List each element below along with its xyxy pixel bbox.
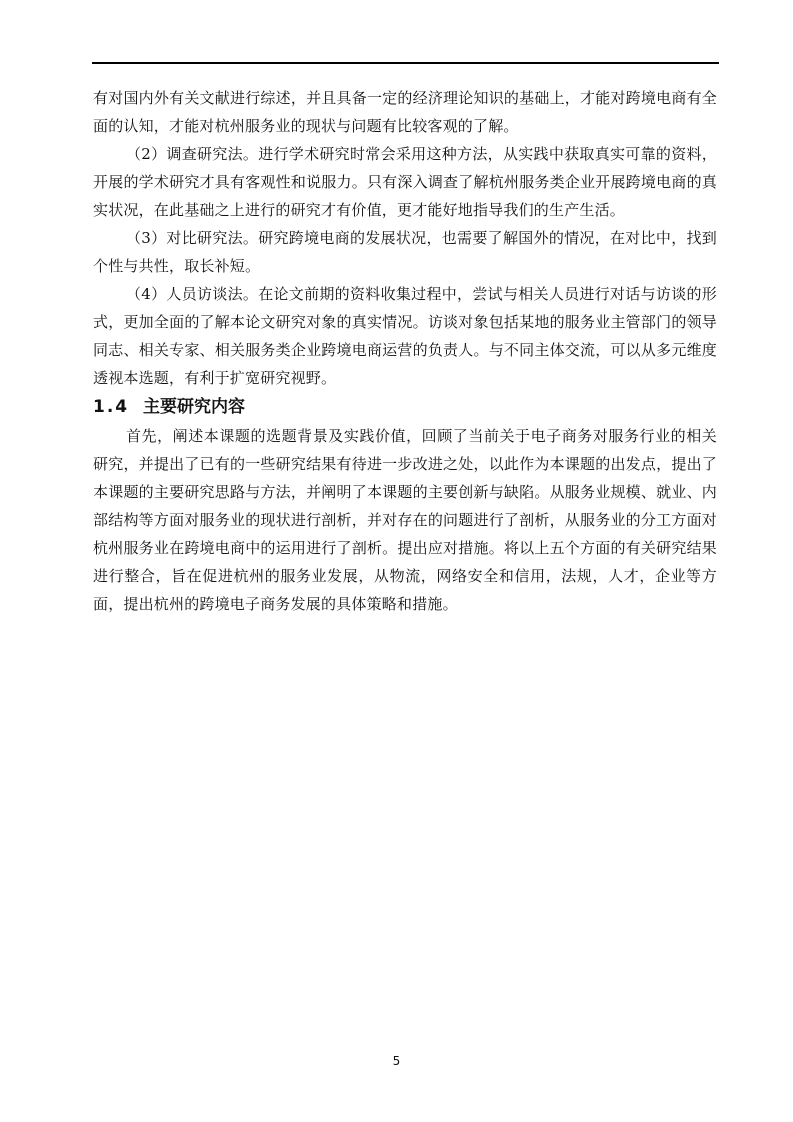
- page-body: [93, 84, 717, 618]
- body-paragraph-comparison-method: （3）对比研究法。研究跨境电商的发展状况，也需要了解国外的情况，在对比中，找到个性与共性，取长补短。: [93, 229, 717, 275]
- header-rule: [92, 62, 719, 64]
- body-paragraph-interview-method: （4）人员访谈法。在论文前期的资料收集过程中，尝试与相关人员进行对话与访谈的形式，更加全面的了解本论文研究对象的真实情况。访谈对象包括某地的服务业主管部门的领导同志、相关专家、相关服务类企业跨境电商运营的负责人。与不同主体交流，可以从多元维度透视本选题，有利于扩宽研究视野。: [93, 285, 717, 387]
- section-heading: [93, 392, 717, 422]
- section-title-text: 主要研究内容: [143, 397, 245, 417]
- body-paragraph-continuation: 有对国内外有关文献进行综述，并且具备一定的经济理论知识的基础上，才能对跨境电商有全面的认知，才能对杭州服务业的现状与问题有比较客观的了解。: [93, 89, 717, 135]
- body-paragraph-main-content: 首先，阐述本课题的选题背景及实践价值，回顾了当前关于电子商务对服务行业的相关研究，并提出了已有的一些研究结果有待进一步改进之处，以此作为本课题的出发点，提出了本课题的主要研究思路与方法，并阐明了本课题的主要创新与缺陷。从服务业规模、就业、内部结构等方面对服务业的现状进行剖析，并对存在的问题进行了剖析，从服务业的分工方面对杭州服务业在跨境电商中的运用进行了剖析。提出应对措施。将以上五个方面的有关研究结果进行整合，旨在促进杭州的服务业发展，从物流，网络安全和信用，法规，人才，企业等方面，提出杭州的跨境电子商务发展的具体策略和措施。: [93, 427, 717, 613]
- body-paragraph-survey-method: （2）调查研究法。进行学术研究时常会采用这种方法，从实践中获取真实可靠的资料，开展的学术研究才具有客观性和说服力。只有深入调查了解杭州服务类企业开展跨境电商的真实状况，在此基础之上进行的研究才有价值，更才能好地指导我们的生产生活。: [93, 145, 717, 219]
- section-number: 1.4: [93, 397, 130, 417]
- page-number: 5: [392, 1054, 401, 1068]
